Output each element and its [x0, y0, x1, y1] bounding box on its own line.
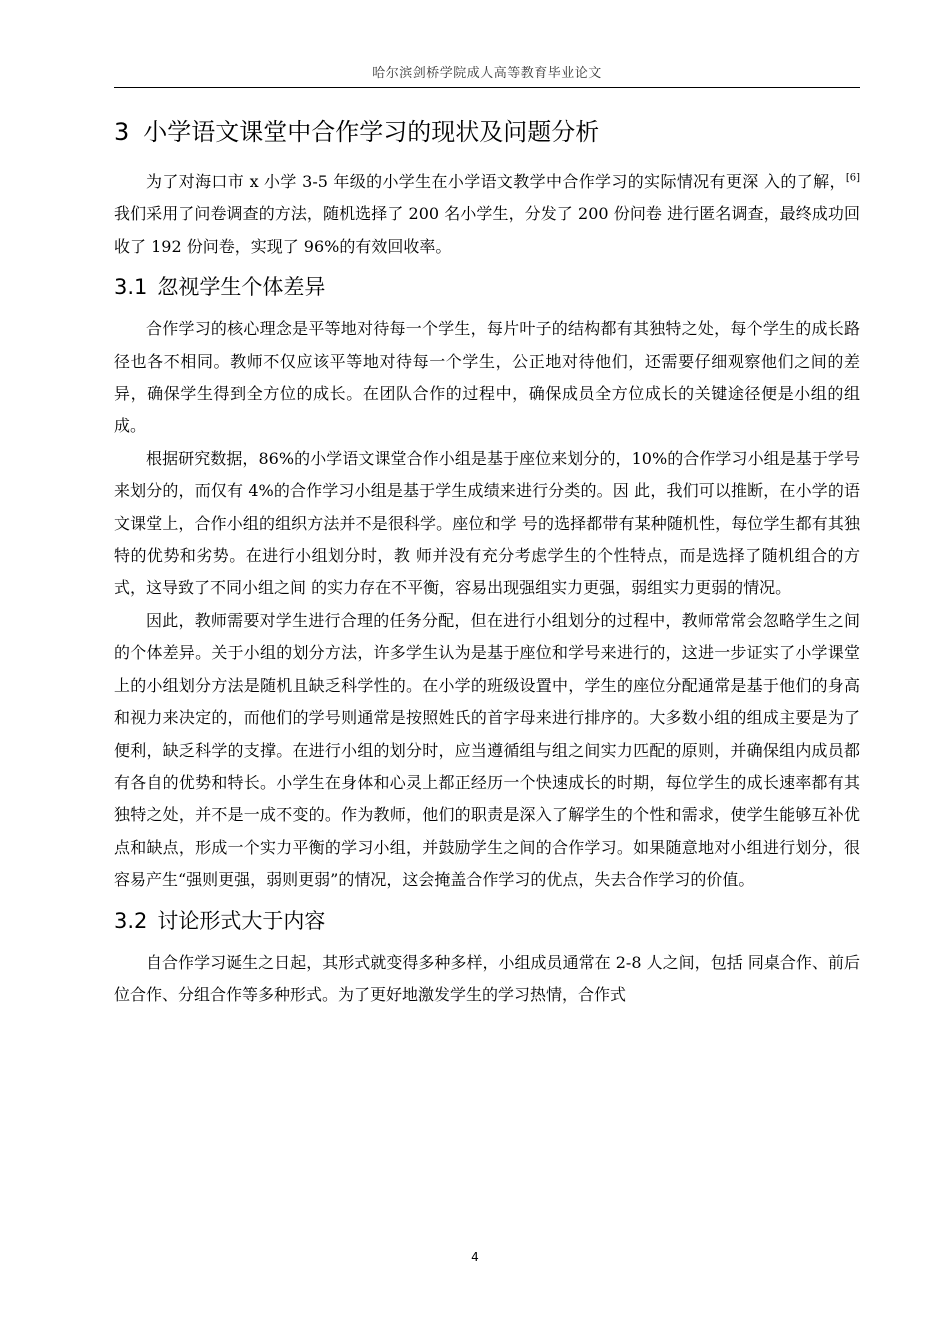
section-heading-3-2 — [114, 901, 860, 941]
running-header: 哈尔滨剑桥学院成人高等教育毕业论文 — [372, 66, 602, 81]
page-body — [114, 112, 860, 1011]
body-paragraph: 合作学习的核心理念是平等地对待每一个学生，每片叶子的结构都有其独特之处，每个学生的成长路径也各不相同。教师不仅应该平等地对待每一个学生，公正地对待他们，还需要仔细观察他们之间的差异，确保学生得到全方位的成长。在团队合作的过程中，确保成员全方位成长的关键途径便是小组的组成。 — [114, 319, 860, 436]
citation-marker: [6] — [845, 172, 860, 184]
chapter-intro-paragraph — [114, 166, 860, 263]
section-heading-3-1 — [114, 267, 860, 307]
body-paragraph: 因此，教师需要对学生进行合理的任务分配，但在进行小组划分的过程中，教师常常会忽略学生之间的个体差异。关于小组的划分方法，许多学生认为是基于座位和学号来进行的，这进一步证实了小学课堂上的小组划分方法是随机且缺乏科学性的。在小学的班级设置中，学生的座位分配通常是基于他们的身高和视力来决定的，而他们的学号则通常是按照姓氏的首字母来进行排序的。大多数小组的组成主要是为了便利，缺乏科学的支撑。在进行小组的划分时，应当遵循组与组之间实力匹配的原则，并确保组内成员都有各自的优势和特长。小学生在身体和心灵上都正经历一个快速成长的时期，每位学生的成长速率都有其独特之处，并不是一成不变的。作为教师，他们的职责是深入了解学生的个性和需求，使学生能够互补优点和缺点，形成一个实力平衡的学习小组，并鼓励学生之间的合作学习。如果随意地对小组进行划分，很容易产生“强则更强，弱则更弱”的情况，这会掩盖合作学习的优点，失去合作学习的价值。 — [114, 610, 860, 890]
section-number: 3.1 — [114, 275, 148, 300]
body-paragraph: 自合作学习诞生之日起，其形式就变得多种多样，小组成员通常在 2-8 人之间，包括 同桌合作、前后位合作、分组合作等多种形式。为了更好地激发学生的学习热情，合作式 — [114, 952, 860, 1004]
section-number: 3.2 — [114, 908, 148, 933]
chapter-title: 小学语文课堂中合作学习的现状及问题分析 — [143, 118, 600, 146]
page-number: 4 — [471, 1250, 479, 1264]
chapter-number: 3 — [114, 118, 130, 146]
section-title: 讨论形式大于内容 — [157, 908, 326, 933]
intro-text-part-2: 我们采用了问卷调查的方法，随机选择了 200 名小学生，分发了 200 份问卷 进行匿名调查，最终成功回收了 192 份问卷，实现了 96%的有效回收率。 — [114, 204, 860, 256]
header-rule — [114, 87, 860, 88]
section-title: 忽视学生个体差异 — [157, 275, 326, 300]
body-paragraph: 根据研究数据，86%的小学语文课堂合作小组是基于座位来划分的，10%的合作学习小组是基于学号来划分的，而仅有 4%的合作学习小组是基于学生成绩来进行分类的。因 此，我们可以推断，在小学的语文课堂上，合作小组的组织方法并不是很科学。座位和学 号的选择都带有某种随机性，每位学生都有其独特的优势和劣势。在进行小组划分时，教 师并没有充分考虑学生的个性特点，而是选择了随机组合的方式，这导致了不同小组之间 的实力存在不平衡，容易出现强组实力更强，弱组实力更弱的情况。 — [114, 448, 860, 598]
chapter-heading — [114, 112, 860, 152]
intro-text-part-1: 为了对海口市 x 小学 3-5 年级的小学生在小学语文教学中合作学习的实际情况有更深 入的了解， — [146, 172, 846, 191]
